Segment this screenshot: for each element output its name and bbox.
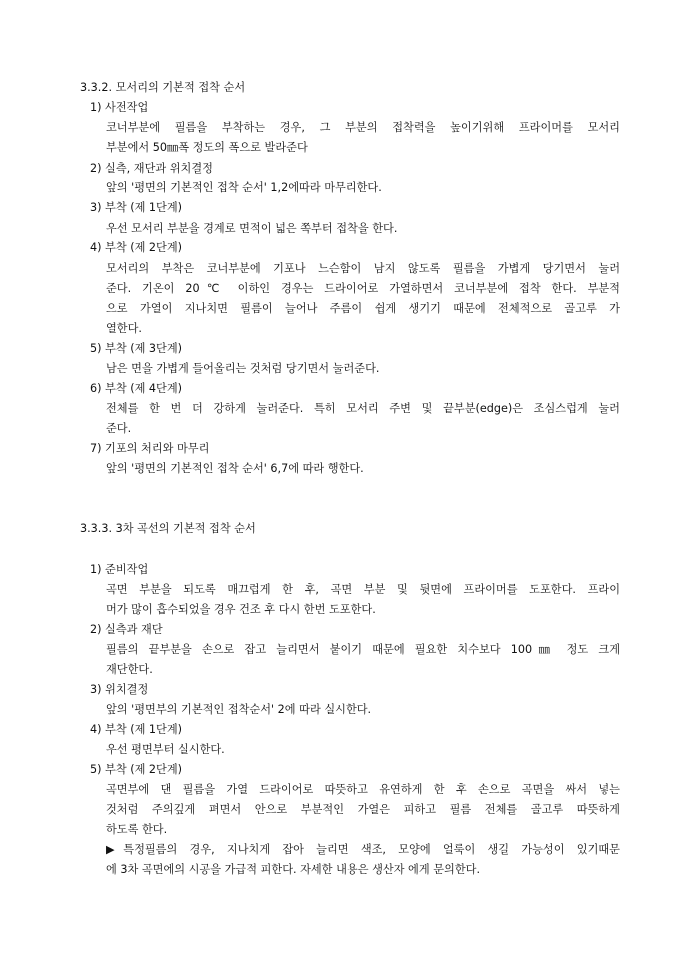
step-title: 2) 실측, 재단과 위치결정 [90,162,213,175]
step-title: 5) 부착 (제 2단계) [90,763,183,776]
step-text: 준다. [106,422,132,435]
step-text: 것처럼 주의깊게 펴면서 안으로 부분적인 가열은 피하고 필름 전체를 골고루 따뜻하게 [106,803,620,816]
step-text: 앞의 '평면부의 기본적인 접착순서' 2에 따라 실시한다. [106,703,372,716]
step-title: 5) 부착 (제 3단계) [90,342,183,355]
step-title: 4) 부착 (제 2단계) [90,241,183,254]
step-text: 머가 많이 흡수되었을 경우 건조 후 다시 한번 도포한다. [106,603,376,616]
step-text: 준다. 기온이 20℃ 이하인 경우는 드라이어로 가열하면서 코너부분에 접착 한다. 부분적 [106,282,620,295]
step-text: 필름의 끝부분을 손으로 잡고 늘리면서 붙이기 때문에 필요한 치수보다 100㎜ 정도 크게 [106,643,620,656]
step-text: 곡면부에 댄 필름을 가열 드라이어로 따뜻하고 유연하게 한 후 손으로 곡면을 싸서 넣는 [106,783,620,796]
step-text: 우선 모서리 부분을 경계로 면적이 넓은 쪽부터 접착을 한다. [106,222,398,235]
step-text: 열한다. [106,322,142,335]
step-title: 4) 부착 (제 1단계) [90,723,183,736]
step-text: 코너부분에 필름을 부착하는 경우, 그 부분의 접착력을 높이기위해 프라이머를 모서리 [106,121,620,134]
step-text: 으로 가열이 지나치면 필름이 늘어나 주름이 쉽게 생기기 때문에 전체적으로 골고루 가 [106,302,620,315]
step-title: 3) 위치결정 [90,683,149,696]
step-text: 하도록 한다. [106,823,168,836]
section-heading-3d-curve: 3.3.3. 3차 곡선의 기본적 접착 순서 [80,522,256,535]
section-heading-corner: 3.3.2. 모서리의 기본적 접착 순서 [80,81,246,94]
step-text: 남은 면을 가볍게 들어올리는 것처럼 당기면서 눌러준다. [106,362,380,375]
step-text: 부분에서 50㎜폭 정도의 폭으로 발라준다 [106,141,308,154]
step-text: 앞의 '평면의 기본적인 접착 순서' 1,2에따라 마무리한다. [106,181,382,194]
step-text: 재단한다. [106,663,153,676]
note-text: 에 3차 곡면에의 시공을 가급적 피한다. 자세한 내용은 생산자 에게 문의한다. [106,863,481,876]
step-title: 7) 기포의 처리와 마무리 [90,442,210,455]
step-text: 전체를 한 번 더 강하게 눌러준다. 특히 모서리 주변 및 끝부분(edge)은 조심스럽게 눌러 [106,402,620,415]
step-text: 우선 평면부터 실시한다. [106,743,225,756]
step-text: 앞의 '평면의 기본적인 접착 순서' 6,7에 따라 행한다. [106,462,364,475]
step-title: 6) 부착 (제 4단계) [90,382,183,395]
step-title: 3) 부착 (제 1단계) [90,201,183,214]
step-title: 1) 사전작업 [90,101,149,114]
step-text: 모서리의 부착은 코너부분에 기포나 느슨함이 남지 않도록 필름을 가볍게 당기면서 눌러 [106,262,620,275]
step-title: 1) 준비작업 [90,563,149,576]
step-text: 곡면 부분을 되도록 매끄럽게 한 후, 곡면 부분 및 뒷면에 프라이머를 도포한다. 프라이 [106,583,620,596]
step-title: 2) 실측과 재단 [90,623,163,636]
note-text: ▶특정필름의 경우, 지나치게 잡아 늘리면 색조, 모양에 얼룩이 생길 가능성이 있기때문 [106,843,620,856]
